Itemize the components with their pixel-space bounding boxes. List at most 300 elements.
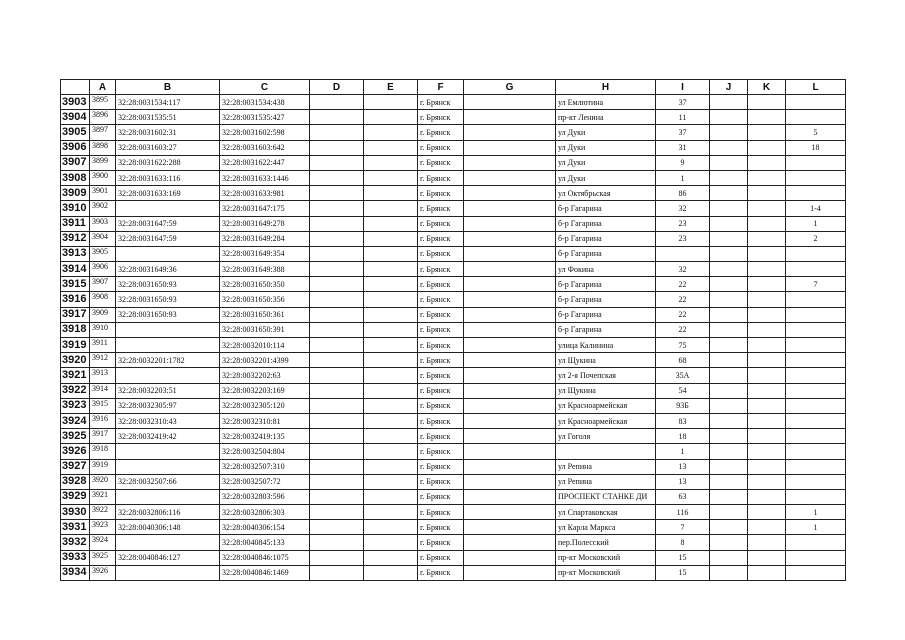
cell-i[interactable]: 1: [656, 444, 710, 459]
cell-b[interactable]: 32:28:0032806:116: [116, 505, 220, 520]
cell-d[interactable]: [310, 216, 364, 231]
cell-a[interactable]: 3911: [90, 338, 116, 353]
cell-l[interactable]: [786, 429, 846, 444]
cell-g[interactable]: [464, 262, 556, 277]
cell-e[interactable]: [364, 474, 418, 489]
cell-j[interactable]: [710, 262, 748, 277]
cell-e[interactable]: [364, 216, 418, 231]
cell-h[interactable]: пр-кт Ленина: [556, 110, 656, 125]
cell-c[interactable]: 32:28:0031649:354: [220, 246, 310, 261]
cell-k[interactable]: [748, 413, 786, 428]
cell-l[interactable]: [786, 95, 846, 110]
cell-h[interactable]: б-р Гагарина: [556, 246, 656, 261]
cell-j[interactable]: [710, 186, 748, 201]
cell-k[interactable]: [748, 277, 786, 292]
cell-i[interactable]: 22: [656, 277, 710, 292]
cell-f[interactable]: г. Брянск: [418, 95, 464, 110]
cell-d[interactable]: [310, 474, 364, 489]
cell-e[interactable]: [364, 246, 418, 261]
cell-b[interactable]: 32:28:0040846:127: [116, 550, 220, 565]
cell-l[interactable]: [786, 444, 846, 459]
cell-e[interactable]: [364, 155, 418, 170]
cell-h[interactable]: ул Дуки: [556, 170, 656, 185]
cell-j[interactable]: [710, 565, 748, 580]
cell-k[interactable]: [748, 459, 786, 474]
cell-k[interactable]: [748, 383, 786, 398]
cell-b[interactable]: [116, 535, 220, 550]
cell-i[interactable]: 75: [656, 338, 710, 353]
cell-d[interactable]: [310, 201, 364, 216]
cell-k[interactable]: [748, 216, 786, 231]
cell-a[interactable]: 3921: [90, 489, 116, 504]
cell-g[interactable]: [464, 459, 556, 474]
cell-e[interactable]: [364, 292, 418, 307]
cell-f[interactable]: г. Брянск: [418, 140, 464, 155]
cell-g[interactable]: [464, 125, 556, 140]
row-number[interactable]: 3905: [61, 125, 90, 140]
cell-i[interactable]: 86: [656, 186, 710, 201]
cell-d[interactable]: [310, 262, 364, 277]
cell-f[interactable]: г. Брянск: [418, 429, 464, 444]
cell-g[interactable]: [464, 398, 556, 413]
cell-e[interactable]: [364, 307, 418, 322]
cell-k[interactable]: [748, 338, 786, 353]
cell-c[interactable]: 32:28:0031650:356: [220, 292, 310, 307]
cell-g[interactable]: [464, 535, 556, 550]
cell-e[interactable]: [364, 565, 418, 580]
cell-j[interactable]: [710, 353, 748, 368]
cell-l[interactable]: [786, 565, 846, 580]
cell-d[interactable]: [310, 505, 364, 520]
cell-h[interactable]: ул Красноармейская: [556, 413, 656, 428]
cell-g[interactable]: [464, 155, 556, 170]
cell-c[interactable]: 32:28:0040846:1469: [220, 565, 310, 580]
cell-b[interactable]: [116, 338, 220, 353]
cell-g[interactable]: [464, 110, 556, 125]
cell-i[interactable]: 9: [656, 155, 710, 170]
cell-l[interactable]: [786, 535, 846, 550]
cell-b[interactable]: 32:28:0031534:117: [116, 95, 220, 110]
cell-h[interactable]: [556, 444, 656, 459]
cell-i[interactable]: 13: [656, 474, 710, 489]
cell-h[interactable]: ул Октябрьская: [556, 186, 656, 201]
cell-k[interactable]: [748, 125, 786, 140]
cell-h[interactable]: б-р Гагарина: [556, 322, 656, 337]
cell-a[interactable]: 3896: [90, 110, 116, 125]
cell-g[interactable]: [464, 201, 556, 216]
cell-e[interactable]: [364, 413, 418, 428]
cell-a[interactable]: 3895: [90, 95, 116, 110]
cell-k[interactable]: [748, 520, 786, 535]
row-number[interactable]: 3909: [61, 186, 90, 201]
cell-j[interactable]: [710, 505, 748, 520]
cell-d[interactable]: [310, 429, 364, 444]
cell-c[interactable]: 32:28:0032203:169: [220, 383, 310, 398]
cell-c[interactable]: 32:28:0032310:81: [220, 413, 310, 428]
cell-i[interactable]: 23: [656, 231, 710, 246]
cell-c[interactable]: 32:28:0032803:596: [220, 489, 310, 504]
row-number[interactable]: 3915: [61, 277, 90, 292]
cell-d[interactable]: [310, 110, 364, 125]
cell-h[interactable]: ул Дуки: [556, 125, 656, 140]
cell-g[interactable]: [464, 307, 556, 322]
cell-i[interactable]: 11: [656, 110, 710, 125]
cell-k[interactable]: [748, 155, 786, 170]
cell-a[interactable]: 3904: [90, 231, 116, 246]
cell-g[interactable]: [464, 444, 556, 459]
cell-c[interactable]: 32:28:0031649:278: [220, 216, 310, 231]
cell-k[interactable]: [748, 110, 786, 125]
cell-h[interactable]: ул Щукина: [556, 383, 656, 398]
cell-c[interactable]: 32:28:0031647:175: [220, 201, 310, 216]
cell-l[interactable]: 1: [786, 505, 846, 520]
cell-j[interactable]: [710, 140, 748, 155]
cell-i[interactable]: 18: [656, 429, 710, 444]
cell-k[interactable]: [748, 186, 786, 201]
cell-i[interactable]: 37: [656, 125, 710, 140]
cell-g[interactable]: [464, 474, 556, 489]
cell-g[interactable]: [464, 277, 556, 292]
cell-k[interactable]: [748, 429, 786, 444]
row-number[interactable]: 3910: [61, 201, 90, 216]
cell-i[interactable]: 32: [656, 262, 710, 277]
cell-l[interactable]: [786, 155, 846, 170]
cell-k[interactable]: [748, 170, 786, 185]
cell-h[interactable]: ул Щукина: [556, 353, 656, 368]
cell-g[interactable]: [464, 413, 556, 428]
cell-c[interactable]: 32:28:0032201:4399: [220, 353, 310, 368]
column-header-g[interactable]: G: [464, 80, 556, 95]
cell-e[interactable]: [364, 338, 418, 353]
cell-j[interactable]: [710, 277, 748, 292]
cell-g[interactable]: [464, 550, 556, 565]
cell-b[interactable]: 32:28:0031650:93: [116, 292, 220, 307]
cell-f[interactable]: г. Брянск: [418, 565, 464, 580]
cell-h[interactable]: б-р Гагарина: [556, 292, 656, 307]
cell-j[interactable]: [710, 170, 748, 185]
cell-j[interactable]: [710, 246, 748, 261]
cell-b[interactable]: [116, 246, 220, 261]
cell-k[interactable]: [748, 489, 786, 504]
cell-i[interactable]: 63: [656, 489, 710, 504]
cell-k[interactable]: [748, 307, 786, 322]
cell-h[interactable]: ул Дуки: [556, 140, 656, 155]
cell-g[interactable]: [464, 368, 556, 383]
cell-g[interactable]: [464, 95, 556, 110]
cell-d[interactable]: [310, 155, 364, 170]
row-number[interactable]: 3926: [61, 444, 90, 459]
cell-h[interactable]: б-р Гагарина: [556, 307, 656, 322]
cell-j[interactable]: [710, 95, 748, 110]
cell-d[interactable]: [310, 535, 364, 550]
cell-h[interactable]: ул Емлютина: [556, 95, 656, 110]
row-number[interactable]: 3907: [61, 155, 90, 170]
cell-b[interactable]: [116, 444, 220, 459]
cell-a[interactable]: 3918: [90, 444, 116, 459]
cell-j[interactable]: [710, 307, 748, 322]
cell-l[interactable]: [786, 246, 846, 261]
cell-c[interactable]: 32:28:0031649:388: [220, 262, 310, 277]
cell-g[interactable]: [464, 353, 556, 368]
cell-f[interactable]: г. Брянск: [418, 444, 464, 459]
cell-h[interactable]: ул Фокина: [556, 262, 656, 277]
cell-g[interactable]: [464, 186, 556, 201]
cell-j[interactable]: [710, 322, 748, 337]
row-number[interactable]: 3912: [61, 231, 90, 246]
cell-b[interactable]: 32:28:0031603:27: [116, 140, 220, 155]
cell-b[interactable]: 32:28:0031650:93: [116, 307, 220, 322]
cell-d[interactable]: [310, 550, 364, 565]
cell-l[interactable]: [786, 550, 846, 565]
row-number[interactable]: 3911: [61, 216, 90, 231]
row-number[interactable]: 3925: [61, 429, 90, 444]
cell-g[interactable]: [464, 292, 556, 307]
cell-f[interactable]: г. Брянск: [418, 246, 464, 261]
cell-e[interactable]: [364, 277, 418, 292]
cell-c[interactable]: 32:28:0032010:114: [220, 338, 310, 353]
cell-f[interactable]: г. Брянск: [418, 353, 464, 368]
cell-h[interactable]: ПРОСПЕКТ СТАНКЕ ДИ: [556, 489, 656, 504]
cell-h[interactable]: ул Гоголя: [556, 429, 656, 444]
cell-l[interactable]: [786, 262, 846, 277]
cell-a[interactable]: 3899: [90, 155, 116, 170]
cell-a[interactable]: 3909: [90, 307, 116, 322]
row-number[interactable]: 3928: [61, 474, 90, 489]
cell-j[interactable]: [710, 383, 748, 398]
cell-c[interactable]: 32:28:0031649:284: [220, 231, 310, 246]
cell-h[interactable]: пр-кт Московский: [556, 550, 656, 565]
cell-e[interactable]: [364, 140, 418, 155]
cell-f[interactable]: г. Брянск: [418, 398, 464, 413]
cell-k[interactable]: [748, 262, 786, 277]
cell-c[interactable]: 32:28:0031535:427: [220, 110, 310, 125]
cell-d[interactable]: [310, 353, 364, 368]
cell-d[interactable]: [310, 277, 364, 292]
cell-e[interactable]: [364, 444, 418, 459]
cell-c[interactable]: 32:28:0031603:642: [220, 140, 310, 155]
cell-g[interactable]: [464, 520, 556, 535]
cell-a[interactable]: 3924: [90, 535, 116, 550]
row-number[interactable]: 3903: [61, 95, 90, 110]
cell-f[interactable]: г. Брянск: [418, 520, 464, 535]
column-header-i[interactable]: I: [656, 80, 710, 95]
cell-l[interactable]: [786, 292, 846, 307]
cell-l[interactable]: [786, 338, 846, 353]
cell-d[interactable]: [310, 322, 364, 337]
column-header-f[interactable]: F: [418, 80, 464, 95]
cell-i[interactable]: 116: [656, 505, 710, 520]
cell-f[interactable]: г. Брянск: [418, 155, 464, 170]
cell-i[interactable]: 7: [656, 520, 710, 535]
cell-i[interactable]: 54: [656, 383, 710, 398]
cell-b[interactable]: [116, 565, 220, 580]
row-number[interactable]: 3922: [61, 383, 90, 398]
cell-b[interactable]: 32:28:0032507:66: [116, 474, 220, 489]
cell-b[interactable]: [116, 459, 220, 474]
cell-d[interactable]: [310, 125, 364, 140]
cell-d[interactable]: [310, 459, 364, 474]
row-number[interactable]: 3927: [61, 459, 90, 474]
cell-a[interactable]: 3926: [90, 565, 116, 580]
cell-f[interactable]: г. Брянск: [418, 292, 464, 307]
cell-j[interactable]: [710, 489, 748, 504]
cell-j[interactable]: [710, 216, 748, 231]
cell-k[interactable]: [748, 398, 786, 413]
cell-h[interactable]: ул Спартаковская: [556, 505, 656, 520]
row-number[interactable]: 3904: [61, 110, 90, 125]
cell-b[interactable]: 32:28:0031633:169: [116, 186, 220, 201]
cell-l[interactable]: [786, 322, 846, 337]
cell-i[interactable]: 23: [656, 216, 710, 231]
cell-e[interactable]: [364, 535, 418, 550]
cell-f[interactable]: г. Брянск: [418, 110, 464, 125]
cell-f[interactable]: г. Брянск: [418, 322, 464, 337]
cell-b[interactable]: 32:28:0032419:42: [116, 429, 220, 444]
cell-b[interactable]: [116, 368, 220, 383]
cell-k[interactable]: [748, 550, 786, 565]
cell-i[interactable]: 83: [656, 413, 710, 428]
cell-e[interactable]: [364, 125, 418, 140]
cell-h[interactable]: ул Дуки: [556, 155, 656, 170]
row-number[interactable]: 3908: [61, 170, 90, 185]
column-header-b[interactable]: B: [116, 80, 220, 95]
cell-j[interactable]: [710, 459, 748, 474]
row-number[interactable]: 3914: [61, 262, 90, 277]
cell-j[interactable]: [710, 110, 748, 125]
cell-l[interactable]: 1: [786, 216, 846, 231]
cell-d[interactable]: [310, 307, 364, 322]
cell-g[interactable]: [464, 246, 556, 261]
cell-a[interactable]: 3923: [90, 520, 116, 535]
cell-c[interactable]: 32:28:0032507:72: [220, 474, 310, 489]
cell-g[interactable]: [464, 489, 556, 504]
cell-c[interactable]: 32:28:0032507:310: [220, 459, 310, 474]
cell-i[interactable]: 37: [656, 95, 710, 110]
cell-h[interactable]: ул Репина: [556, 459, 656, 474]
cell-c[interactable]: 32:28:0040846:1075: [220, 550, 310, 565]
cell-l[interactable]: [786, 170, 846, 185]
cell-d[interactable]: [310, 368, 364, 383]
cell-c[interactable]: 32:28:0031650:391: [220, 322, 310, 337]
cell-c[interactable]: 32:28:0032202:63: [220, 368, 310, 383]
row-number[interactable]: 3934: [61, 565, 90, 580]
cell-b[interactable]: 32:28:0032201:1782: [116, 353, 220, 368]
cell-i[interactable]: [656, 246, 710, 261]
cell-g[interactable]: [464, 338, 556, 353]
cell-c[interactable]: 32:28:0032305:120: [220, 398, 310, 413]
cell-f[interactable]: г. Брянск: [418, 307, 464, 322]
row-number[interactable]: 3931: [61, 520, 90, 535]
cell-e[interactable]: [364, 550, 418, 565]
cell-i[interactable]: 68: [656, 353, 710, 368]
cell-c[interactable]: 32:28:0032419:135: [220, 429, 310, 444]
cell-b[interactable]: [116, 201, 220, 216]
cell-d[interactable]: [310, 383, 364, 398]
corner-header[interactable]: [61, 80, 90, 95]
cell-f[interactable]: г. Брянск: [418, 170, 464, 185]
cell-b[interactable]: 32:28:0040306:148: [116, 520, 220, 535]
cell-h[interactable]: ул 2-я Почепская: [556, 368, 656, 383]
cell-j[interactable]: [710, 550, 748, 565]
cell-a[interactable]: 3919: [90, 459, 116, 474]
row-number[interactable]: 3933: [61, 550, 90, 565]
cell-a[interactable]: 3898: [90, 140, 116, 155]
cell-d[interactable]: [310, 520, 364, 535]
cell-k[interactable]: [748, 246, 786, 261]
cell-c[interactable]: 32:28:0031633:1446: [220, 170, 310, 185]
cell-k[interactable]: [748, 231, 786, 246]
cell-f[interactable]: г. Брянск: [418, 186, 464, 201]
cell-d[interactable]: [310, 231, 364, 246]
cell-f[interactable]: г. Брянск: [418, 459, 464, 474]
cell-l[interactable]: 2: [786, 231, 846, 246]
cell-a[interactable]: 3900: [90, 170, 116, 185]
cell-d[interactable]: [310, 489, 364, 504]
cell-d[interactable]: [310, 186, 364, 201]
cell-b[interactable]: 32:28:0032310:43: [116, 413, 220, 428]
cell-e[interactable]: [364, 201, 418, 216]
cell-i[interactable]: 15: [656, 565, 710, 580]
cell-a[interactable]: 3897: [90, 125, 116, 140]
cell-e[interactable]: [364, 398, 418, 413]
cell-l[interactable]: 1-4: [786, 201, 846, 216]
cell-a[interactable]: 3920: [90, 474, 116, 489]
cell-l[interactable]: [786, 186, 846, 201]
cell-c[interactable]: 32:28:0032806:303: [220, 505, 310, 520]
cell-a[interactable]: 3913: [90, 368, 116, 383]
cell-f[interactable]: г. Брянск: [418, 201, 464, 216]
row-number[interactable]: 3919: [61, 338, 90, 353]
cell-l[interactable]: 7: [786, 277, 846, 292]
column-header-e[interactable]: E: [364, 80, 418, 95]
cell-e[interactable]: [364, 322, 418, 337]
cell-f[interactable]: г. Брянск: [418, 383, 464, 398]
cell-a[interactable]: 3905: [90, 246, 116, 261]
cell-k[interactable]: [748, 140, 786, 155]
cell-i[interactable]: 22: [656, 307, 710, 322]
cell-k[interactable]: [748, 444, 786, 459]
column-header-a[interactable]: A: [90, 80, 116, 95]
cell-e[interactable]: [364, 186, 418, 201]
cell-h[interactable]: пер.Полесский: [556, 535, 656, 550]
cell-l[interactable]: [786, 489, 846, 504]
cell-b[interactable]: 32:28:0031649:36: [116, 262, 220, 277]
cell-e[interactable]: [364, 459, 418, 474]
cell-k[interactable]: [748, 95, 786, 110]
cell-d[interactable]: [310, 444, 364, 459]
cell-j[interactable]: [710, 231, 748, 246]
cell-e[interactable]: [364, 262, 418, 277]
cell-k[interactable]: [748, 322, 786, 337]
cell-d[interactable]: [310, 413, 364, 428]
column-header-c[interactable]: C: [220, 80, 310, 95]
cell-c[interactable]: 32:28:0031534:438: [220, 95, 310, 110]
cell-i[interactable]: 22: [656, 292, 710, 307]
cell-i[interactable]: 13: [656, 459, 710, 474]
cell-b[interactable]: 32:28:0031602:31: [116, 125, 220, 140]
cell-l[interactable]: [786, 474, 846, 489]
cell-l[interactable]: 18: [786, 140, 846, 155]
cell-i[interactable]: 8: [656, 535, 710, 550]
cell-h[interactable]: улица Калинина: [556, 338, 656, 353]
cell-d[interactable]: [310, 95, 364, 110]
cell-f[interactable]: г. Брянск: [418, 550, 464, 565]
cell-g[interactable]: [464, 322, 556, 337]
cell-a[interactable]: 3916: [90, 413, 116, 428]
cell-f[interactable]: г. Брянск: [418, 338, 464, 353]
cell-a[interactable]: 3906: [90, 262, 116, 277]
cell-e[interactable]: [364, 520, 418, 535]
